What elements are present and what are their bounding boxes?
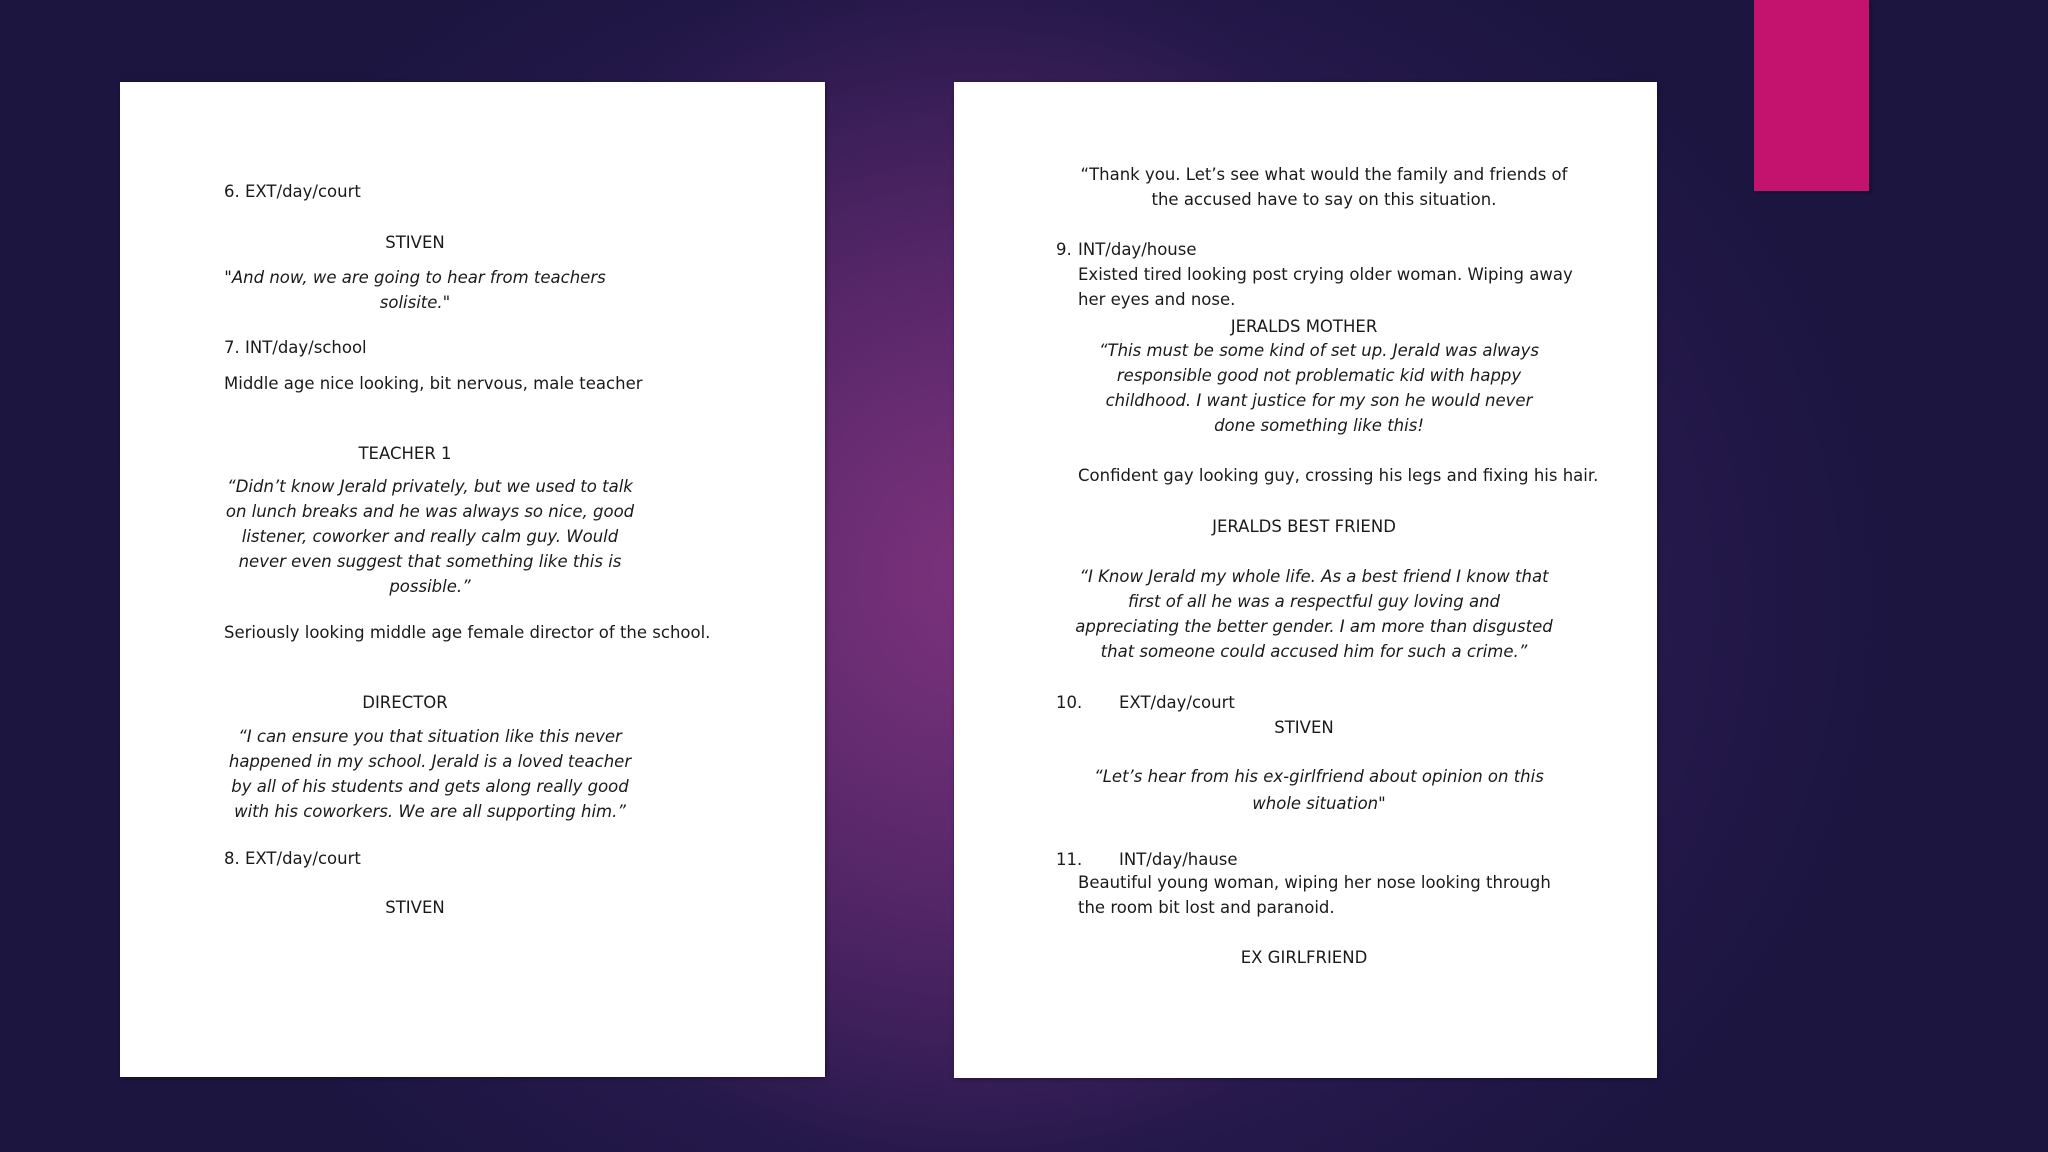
dialogue: “Didn’t know Jerald privately, but we used to talk on lunch breaks and he was always so nice, good listener, coworker and really calm guy. Would never even suggest that something like this is possible.” [225, 477, 635, 596]
dialogue: “Thank you. Let’s see what would the family and friends of the accused have to say on this situation. [1080, 165, 1568, 209]
scene-heading: 8. EXT/day/court [224, 849, 361, 868]
action-line: Confident gay looking guy, crossing his legs and fixing his hair. [1078, 466, 1599, 485]
character-name: TEACHER 1 [358, 444, 452, 463]
dialogue: “I Know Jerald my whole life. As a best friend I know that first of all he was a respectful guy loving and appreciating the better gender. I am more than disgusted that someone could accused him for such a crime.” [1075, 567, 1553, 661]
character-name: JERALDS BEST FRIEND [1212, 517, 1396, 536]
dialogue: “This must be some kind of set up. Jerald was always responsible good not problematic kid with happy childhood. I want justice for my son he would never done something like this! [1098, 341, 1540, 435]
script-page-right [954, 82, 1657, 1078]
dialogue: “I can ensure you that situation like this never happened in my school. Jerald is a loved teacher by all of his students and gets along really good with his coworkers. We are all supporting him.” [228, 727, 632, 821]
script-page-left [120, 82, 825, 1077]
action-line: Existed tired looking post crying older woman. Wiping away her eyes and nose. [1078, 265, 1573, 309]
action-line: Beautiful young woman, wiping her nose looking through the room bit lost and paranoid. [1078, 873, 1551, 917]
scene-location: EXT/day/court [1119, 693, 1235, 712]
scene-number: 9. [1056, 240, 1072, 259]
scene-location: INT/day/hause [1119, 850, 1238, 869]
character-name: STIVEN [1274, 718, 1334, 737]
character-name: STIVEN [385, 898, 445, 917]
scene-location: INT/day/house [1078, 240, 1197, 259]
scene-heading: 7. INT/day/school [224, 338, 367, 357]
action-line: Middle age nice looking, bit nervous, male teacher [224, 374, 643, 393]
scene-heading [1056, 847, 1238, 872]
dialogue: “Let’s hear from his ex-girlfriend about opinion on this whole situation" [1094, 767, 1544, 813]
scene-heading: 6. EXT/day/court [224, 182, 361, 201]
scene-heading [1056, 237, 1197, 262]
scene-heading [1056, 690, 1235, 715]
character-name: STIVEN [385, 233, 445, 252]
character-name: EX GIRLFRIEND [1240, 948, 1368, 967]
dialogue: "And now, we are going to hear from teachers solisite." [224, 268, 606, 312]
action-line: Seriously looking middle age female director of the school. [224, 623, 711, 642]
character-name: JERALDS MOTHER [1230, 317, 1378, 336]
scene-number: 10. [1056, 693, 1083, 712]
character-name: DIRECTOR [362, 693, 448, 712]
accent-bar [1754, 0, 1869, 191]
scene-number: 11. [1056, 850, 1083, 869]
